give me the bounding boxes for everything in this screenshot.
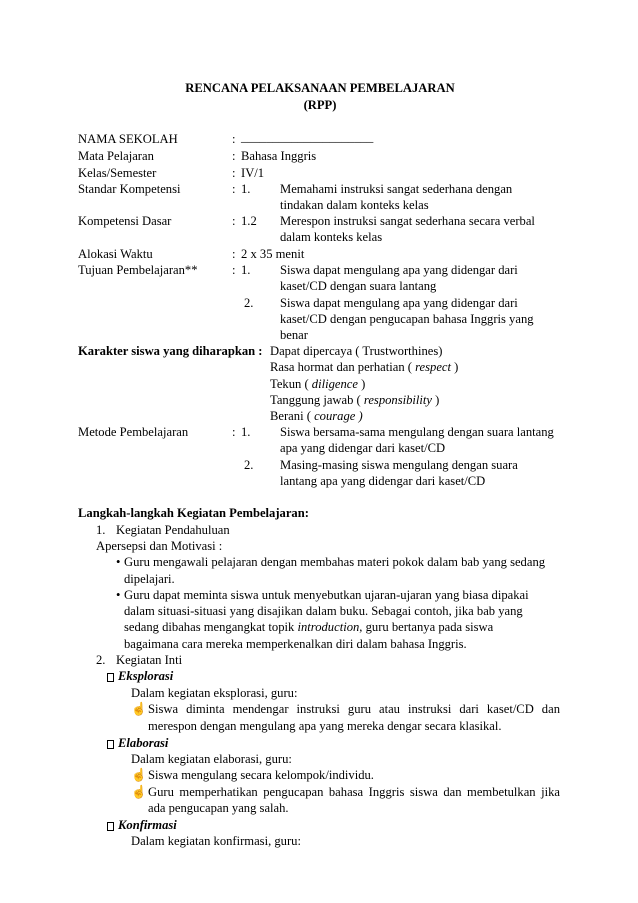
- pointer-icon: ☝: [131, 702, 147, 716]
- title-line1: RENCANA PELAKSANAAN PEMBELAJARAN: [185, 81, 455, 95]
- eksplorasi-intro: Dalam kegiatan eksplorasi, guru:: [131, 686, 298, 700]
- label-kompetensi-dasar: Kompetensi Dasar: [78, 214, 172, 228]
- karakter-item-1: Dapat dipercaya ( Trustworthines): [270, 344, 443, 358]
- value-mata-pelajaran: Bahasa Inggris: [241, 149, 317, 163]
- value-nama-sekolah: _____________________: [241, 130, 374, 144]
- square-box-icon: [107, 822, 114, 831]
- pendahuluan-bullet-2-line1: Guru dapat meminta siswa untuk menyebutkan ujaran-ujaran yang biasa dipakai: [124, 588, 529, 602]
- label-tujuan-pembelajaran: Tujuan Pembelajaran**: [78, 263, 198, 277]
- label-mata-pelajaran: Mata Pelajaran: [78, 149, 154, 163]
- tujuan-1-number: 1.: [241, 263, 251, 277]
- kd-number: 1.2: [241, 214, 257, 228]
- tujuan-1-line1: Siswa dapat mengulang apa yang didengar dari: [280, 263, 518, 277]
- konfirmasi-title: Konfirmasi: [118, 818, 177, 832]
- pointer-icon: ☝: [131, 785, 147, 799]
- metode-2-number: 2.: [244, 458, 254, 472]
- karakter-item-4: Tanggung jawab ( responsibility ): [270, 393, 440, 407]
- apersepsi-label: Apersepsi dan Motivasi :: [96, 539, 223, 553]
- metode-1-line1: Siswa bersama-sama mengulang dengan suara lantang: [280, 425, 554, 439]
- label-nama-sekolah: NAMA SEKOLAH: [78, 132, 178, 146]
- label-metode-pembelajaran: Metode Pembelajaran: [78, 425, 189, 439]
- tujuan-2-line3: benar: [280, 328, 308, 342]
- colon: :: [232, 132, 236, 146]
- colon: :: [232, 149, 236, 163]
- eksplorasi-item-1-line1: Siswa diminta mendengar instruksi guru atau instruksi dari kaset/CD dan: [148, 702, 560, 716]
- eksplorasi-title: Eksplorasi: [118, 669, 174, 683]
- elaborasi-item-1: Siswa mengulang secara kelompok/individu.: [148, 768, 374, 782]
- colon: :: [232, 263, 236, 277]
- metode-1-number: 1.: [241, 425, 251, 439]
- elaborasi-intro: Dalam kegiatan elaborasi, guru:: [131, 752, 292, 766]
- square-box-icon: [107, 740, 114, 749]
- colon: :: [232, 182, 236, 196]
- pendahuluan-bullet-1-line2: dipelajari.: [124, 572, 175, 586]
- karakter-item-2: Rasa hormat dan perhatian ( respect ): [270, 360, 459, 374]
- label-kelas-semester: Kelas/Semester: [78, 166, 157, 180]
- colon: :: [232, 214, 236, 228]
- kd-line1: Merespon instruksi sangat sederhana secara verbal: [280, 214, 535, 228]
- elaborasi-title: Elaborasi: [118, 736, 169, 750]
- value-kelas-semester: IV/1: [241, 166, 265, 180]
- title-line2: (RPP): [303, 98, 337, 112]
- tujuan-1-line2: kaset/CD dengan suara lantang: [280, 279, 437, 293]
- sk-line1: Memahami instruksi sangat sederhana dengan: [280, 182, 513, 196]
- metode-1-line2: apa yang didengar dari kaset/CD: [280, 441, 446, 455]
- bullet-icon: •: [116, 555, 121, 569]
- heading-langkah: Langkah-langkah Kegiatan Pembelajaran:: [78, 506, 309, 520]
- tujuan-2-line1: Siswa dapat mengulang apa yang didengar dari: [280, 296, 518, 310]
- pendahuluan-bullet-2-line4: bagaimana cara mereka memperkenalkan diri dalam bahasa Inggris.: [124, 637, 467, 651]
- colon: :: [232, 425, 236, 439]
- pendahuluan-bullet-2-line3: sedang dibahas mengangkat topik introduction, guru bertanya pada siswa: [124, 620, 494, 634]
- value-alokasi-waktu: 2 x 35 menit: [241, 247, 305, 261]
- pendahuluan-title: Kegiatan Pendahuluan: [116, 523, 230, 537]
- metode-2-line1: Masing-masing siswa mengulang dengan suara: [280, 458, 518, 472]
- inti-number: 2.: [96, 653, 106, 667]
- pointer-icon: ☝: [131, 768, 147, 782]
- metode-2-line2: lantang apa yang didengar dari kaset/CD: [280, 474, 486, 488]
- elaborasi-item-2-line1: Guru memperhatikan pengucapan bahasa Inggris siswa dan membetulkan jika: [148, 785, 560, 799]
- kd-line2: dalam konteks kelas: [280, 230, 383, 244]
- pendahuluan-bullet-2-line2: dalam situasi-situasi yang disajikan dalam buku. Sebagai contoh, jika bab yang: [124, 604, 523, 618]
- bullet-icon: •: [116, 588, 121, 602]
- pendahuluan-number: 1.: [96, 523, 106, 537]
- pendahuluan-bullet-1-line1: Guru mengawali pelajaran dengan membahas materi pokok dalam bab yang sedang: [124, 555, 546, 569]
- label-standar-kompetensi: Standar Kompetensi: [78, 182, 181, 196]
- elaborasi-item-2-line2: ada pengucapan yang salah.: [148, 801, 289, 815]
- sk-number: 1.: [241, 182, 251, 196]
- colon: :: [232, 166, 236, 180]
- tujuan-2-line2: kaset/CD dengan pengucapan bahasa Inggris yang: [280, 312, 534, 326]
- tujuan-2-number: 2.: [244, 296, 254, 310]
- sk-line2: tindakan dalam konteks kelas: [280, 198, 429, 212]
- konfirmasi-intro: Dalam kegiatan konfirmasi, guru:: [131, 834, 301, 848]
- square-box-icon: [107, 673, 114, 682]
- label-alokasi-waktu: Alokasi Waktu: [78, 247, 153, 261]
- karakter-item-5: Berani ( courage ): [270, 409, 363, 423]
- label-karakter: Karakter siswa yang diharapkan :: [78, 344, 263, 358]
- eksplorasi-item-1-line2: merespon dengan mengulang apa yang mereka dengar secara klasikal.: [148, 719, 502, 733]
- karakter-item-3: Tekun ( diligence ): [270, 377, 366, 391]
- colon: :: [232, 247, 236, 261]
- inti-title: Kegiatan Inti: [116, 653, 183, 667]
